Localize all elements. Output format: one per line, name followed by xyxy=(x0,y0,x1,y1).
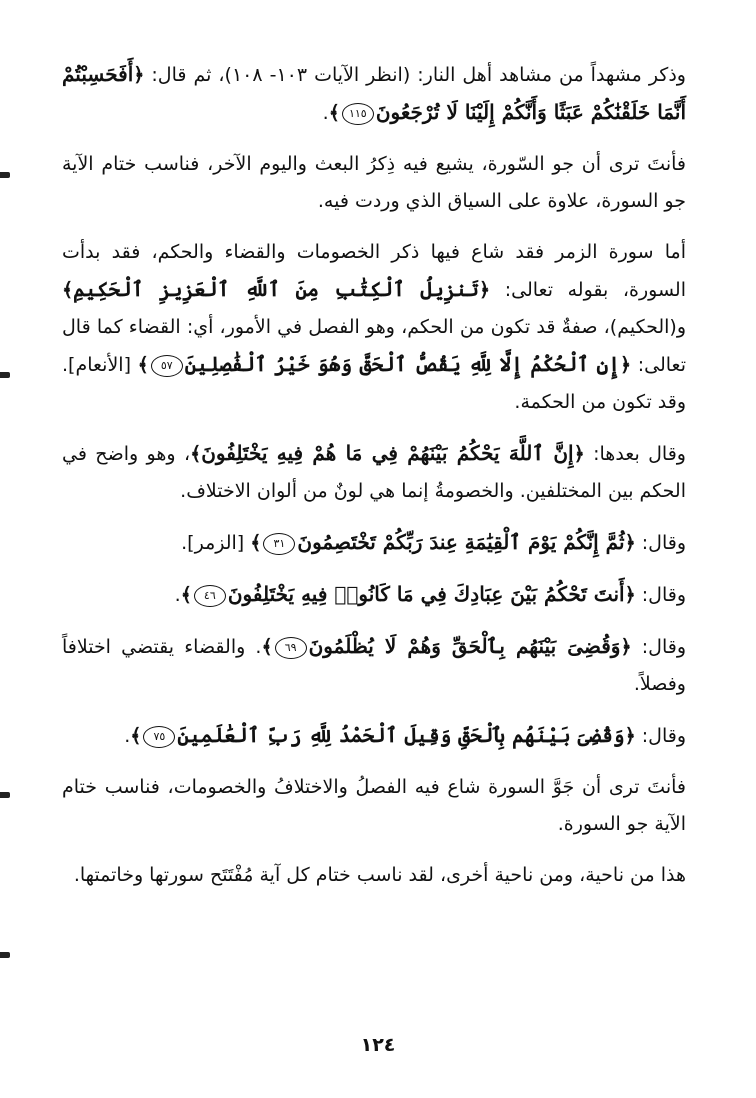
quote-open-bracket: ﴿ xyxy=(619,354,632,376)
quote-close-bracket: ﴾ xyxy=(261,636,273,658)
margin-mark xyxy=(0,172,10,178)
verse-number-marker: ٦٩ xyxy=(275,637,307,659)
body-text: فأنتَ ترى أن جو السّورة، يشيع فيه ذِكرُ البعث واليوم الآخر، فناسب ختام الآية جو السورة، علاوة على السياق الذي وردت فيه. xyxy=(62,153,686,212)
paragraph xyxy=(62,628,686,703)
quote-close-bracket: ﴾ xyxy=(250,532,262,554)
quran-quote: إِنِ ٱلْحُكْمُ إِلَّا لِلَّهِ يَقُصُّ ٱلْحَقَّ وَهُوَ خَيْرُ ٱلْفَٰصِلِينَ xyxy=(184,352,620,376)
page-body xyxy=(62,40,686,908)
paragraph xyxy=(62,857,686,894)
body-text: ، وهو واضح في الحكم بين المختلفين. والخصومةُ إنما هي لونٌ من ألوان الاختلاف. xyxy=(62,443,686,502)
quote-open-bracket: ﴿ xyxy=(624,725,636,747)
paragraph xyxy=(62,576,686,614)
quran-quote: أَنتَ تَحْكُمُ بَيْنَ عِبَادِكَ فِي مَا كَانُوا۟ فِيهِ يَخْتَلِفُونَ xyxy=(227,582,625,606)
paragraph xyxy=(62,56,686,132)
paragraph xyxy=(62,435,686,510)
quote-open-bracket: ﴿ xyxy=(133,64,145,86)
paragraph xyxy=(62,717,686,755)
quran-quote: وَقُضِىَ بَيْنَهُم بِٱلْحَقِّ وَقِيلَ ٱلْحَمْدُ لِلَّهِ رَبِّ ٱلْعَٰلَمِينَ xyxy=(177,723,625,747)
quote-close-bracket: ﴾ xyxy=(190,443,202,465)
margin-mark xyxy=(0,792,10,798)
quran-quote: تَنزِيلُ ٱلْكِتَٰبِ مِنَ ٱللَّهِ ٱلْعَزِيزِ ٱلْحَكِيمِ xyxy=(73,277,479,301)
quran-quote: إِنَّ ٱللَّهَ يَحْكُمُ بَيْنَهُمْ فِي مَا هُمْ فِيهِ يَخْتَلِفُونَ xyxy=(201,441,574,465)
verse-number-marker: ٣١ xyxy=(263,533,295,555)
body-text: . xyxy=(124,725,131,747)
quote-close-bracket: ﴾ xyxy=(130,725,142,747)
quote-close-bracket: ﴾ xyxy=(62,279,74,301)
paragraph xyxy=(62,524,686,562)
margin-mark xyxy=(0,952,10,958)
quote-open-bracket: ﴿ xyxy=(478,279,491,301)
margin-mark xyxy=(0,372,10,378)
quote-close-bracket: ﴾ xyxy=(180,584,192,606)
quran-quote: وَقُضِىَ بَيْنَهُم بِٱلْحَقِّ وَهُمْ لَا يُظْلَمُونَ xyxy=(308,634,621,658)
verse-number-marker: ٤٦ xyxy=(194,585,226,607)
quote-open-bracket: ﴿ xyxy=(624,584,636,606)
body-text: وقال بعدها: xyxy=(584,443,686,465)
body-text: وقال: xyxy=(635,532,686,554)
verse-number-marker: ٧٥ xyxy=(143,726,175,748)
body-text: هذا من ناحية، ومن ناحية أخرى، لقد ناسب ختام كل آية مُفْتَتَح سورتها وخاتمتها. xyxy=(73,864,686,886)
verse-number-marker: ١١٥ xyxy=(342,103,374,125)
paragraph xyxy=(62,234,686,421)
page-number: ١٢٤ xyxy=(360,1034,396,1056)
body-text: و(الحكيم)، صفةٌ قد تكون من الحكم، وهو الفصل في الأمور، أي: القضاء كما قال تعالى: xyxy=(62,316,687,376)
body-text: وقال: xyxy=(635,584,686,606)
body-text: [الأنعام]. وقد تكون من الحكمة. xyxy=(62,354,686,413)
quote-open-bracket: ﴿ xyxy=(624,532,636,554)
body-text: . xyxy=(322,102,329,124)
quote-open-bracket: ﴿ xyxy=(573,443,585,465)
verse-number-marker: ٥٧ xyxy=(151,355,183,377)
body-text: وقال: xyxy=(635,725,686,747)
quote-close-bracket: ﴾ xyxy=(137,354,149,376)
paragraph xyxy=(62,146,686,220)
paragraph xyxy=(62,769,686,843)
quote-open-bracket: ﴿ xyxy=(620,636,632,658)
body-text: . xyxy=(174,584,181,606)
body-text: وقال: xyxy=(631,636,686,658)
body-text: أما سورة الزمر فقد شاع فيها ذكر الخصومات والقضاء والحكم، فقد بدأت السورة، بقوله تعالى: xyxy=(62,241,686,301)
quran-quote: أَفَحَسِبْتُمْ أَنَّمَا خَلَقْنَٰكُمْ عَبَثًا وَأَنَّكُمْ إِلَيْنَا لَا تُرْجَعُونَ xyxy=(62,62,686,124)
body-text: فأنتَ ترى أن جَوَّ السورة شاع فيه الفصلُ والاختلافُ والخصومات، فناسب ختام الآية جو السورة. xyxy=(62,776,686,835)
body-text: وذكر مشهداً من مشاهد أهل النار: (انظر الآيات ١٠٣- ١٠٨)، ثم قال: xyxy=(144,64,686,86)
quran-quote: ثُمَّ إِنَّكُمْ يَوْمَ ٱلْقِيَٰمَةِ عِندَ رَبِّكُمْ تَخْتَصِمُونَ xyxy=(297,530,625,554)
body-text: . والقضاء يقتضي اختلافاً وفصلاً. xyxy=(62,636,686,695)
quote-close-bracket: ﴾ xyxy=(328,102,340,124)
body-text: [الزمر]. xyxy=(181,532,251,554)
